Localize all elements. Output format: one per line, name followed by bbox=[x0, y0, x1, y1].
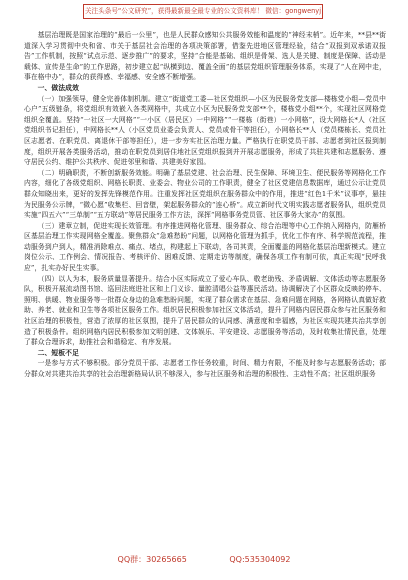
body-paragraph: （四）以人为本，服务质量显著提升。结合小区实际成立了爱心车队、敬老助残、矛盾调解、文体活动等志愿服务队，积极开展流动图书馆、巡回法庭进社区和上门义诊、量腔清唱公益等惠民活动。协调解决了小区群众反映的停车、照明、供暖、物业服务等一批群众身边的急难愁盼问题，实现了群众需求在基层、急难问题在网格，各网格认真做好救助、养老、就业和卫生等各项社区服务工作。组织居民积极参加社区文体活动，提升了网格内居民群众参与社区服务和社区治理的积极性，营造了浓厚的社区氛围，提升了居民群众的认同感、满意度和幸福感，为社区实现共建共治共享创造了积极条件。组织网格内居民积极参加文明创建、文体娱乐、平安建设、志愿服务等活动，及时收集社情民意，处理了群众合理诉求，助推社会和谐稳定、有序发展。 bbox=[24, 274, 386, 347]
footer-contact bbox=[0, 552, 408, 568]
intro-paragraph: 基层治理既是国家治理的“最后一公里”，也是人民群众感知公共服务效能和温度的“神经末梢”。近年来，**县**街道深入学习贯彻中央和省、市关于基层社会治理的各项决策部署，借鉴先进地区管理经验，结合“双报到双承诺双报告”工作机制，按照“试点示范、逐步推广”的要求，坚持“合能是基础、组织是骨架、选人是关键、制度是保障、活动是载体、宣传是生命”的工作思路，初步建立起“纵横到边、覆盖全面”的基层党组织管理服务体系，实现了“人在网中走，事在格中办”，群众的获得感、幸福感、安全感不断增强。 bbox=[24, 31, 386, 82]
body-paragraph: （二）明确职责，不断创新服务效能。明确了基层党建、社会治理、民生保障、环境卫生、便民服务等网格化工作内容，细化了各级党组织、网格长职责、业委会、物业公司的工作职责，健全了社区党建信息数据库，通过公示让党员群众知晓出来，更好的发挥先锋模范作用。注重发挥社区党组织在服务群众中的作用，推进“红色1千米”议事亭，悬挂为民服务公示牌，“微心愿”收集栏、回音壁，架起服务群众的“连心桥”。成立新时代文明实践志愿者服务队，组织党员实施“四五六”“三单制”“五方联动”等居民服务工作方法，深挥“网格事务党员管、社区事务大家办”的氛围。 bbox=[24, 168, 386, 220]
body-paragraph: 一是参与方式不够积极。部分党员干部、志愿者工作任务较重，时间、精力有限，不能及时参与志愿服务活动；部分群众对共建共治共享的社会治理新格局认识不够深入，参与社区服务和治理的积极性、主动性不高；社区组织服务 bbox=[24, 359, 386, 378]
section-heading-achievements: 一、做法成效 bbox=[37, 83, 79, 92]
footer-qq-number: QQ:535304092 bbox=[229, 555, 291, 564]
footer-qq-group: QQ群：30265665 bbox=[117, 555, 187, 564]
body-paragraph: （一）加强领导，健全完善体制机制。建立“街道党工委—社区党组织—小区为民服务党支部—楼栋党小组—党员中心户”五级链条，将党组织有效嵌入各类网格中，共成立小区为民服务党支部**个，楼栋党小组**个，实现社区网格党组织全覆盖。坚持“一社区一大网格”“一小区（居民区）一中网格”“一楼栋（街巷）一小网格”，设大网格长*人（社区党组织书记担任），中网格长**人（小区党员业委会负责人、党员或骨干等担任），小网格长**人（党员楼栋长、党员社区志愿者、在职党员、离退休干部等担任），进一步夯实社区治理力量。严格执行在职党员干部、志愿者到社区报到制度，组织开展各类服务活动，推动在职党员到居住地社区党组织报到并开展志愿服务，形成了共驻共建和志愿服务、遵守居民公约、维护公共秩序、促进邻里和谐、共建美好家园。 bbox=[24, 94, 387, 167]
section-heading-shortcomings: 二、短板不足 bbox=[37, 348, 79, 357]
document-body bbox=[24, 30, 386, 380]
header-banner: 关注头条号“公文研究”，获得最新最全最专业的公文资料库！ 微信：gongwenyj bbox=[83, 4, 323, 19]
body-paragraph: （三）建章立制，促进实现长效管理。有序推进网格化管理、服务群众、综合治理等中心工作纳入网格内，防雁桥区基层治理工作实现网格全覆盖。聚焦群众“急难愁盼”问题，以网格化管理为抓手，优化工作有序、科学规范流程，推动服务到户到人，精准消除难点、痛点、堵点，构建起上下联动，各司其责，全面覆盖的网格化基层治理新模式。建立岗位公示、工作例会、情况报告、考核评价、困难反馈、定期走访等制度，确保各项工作有制可依，真正实现“民呼我应”，扎实办好民生实事。 bbox=[24, 221, 386, 273]
